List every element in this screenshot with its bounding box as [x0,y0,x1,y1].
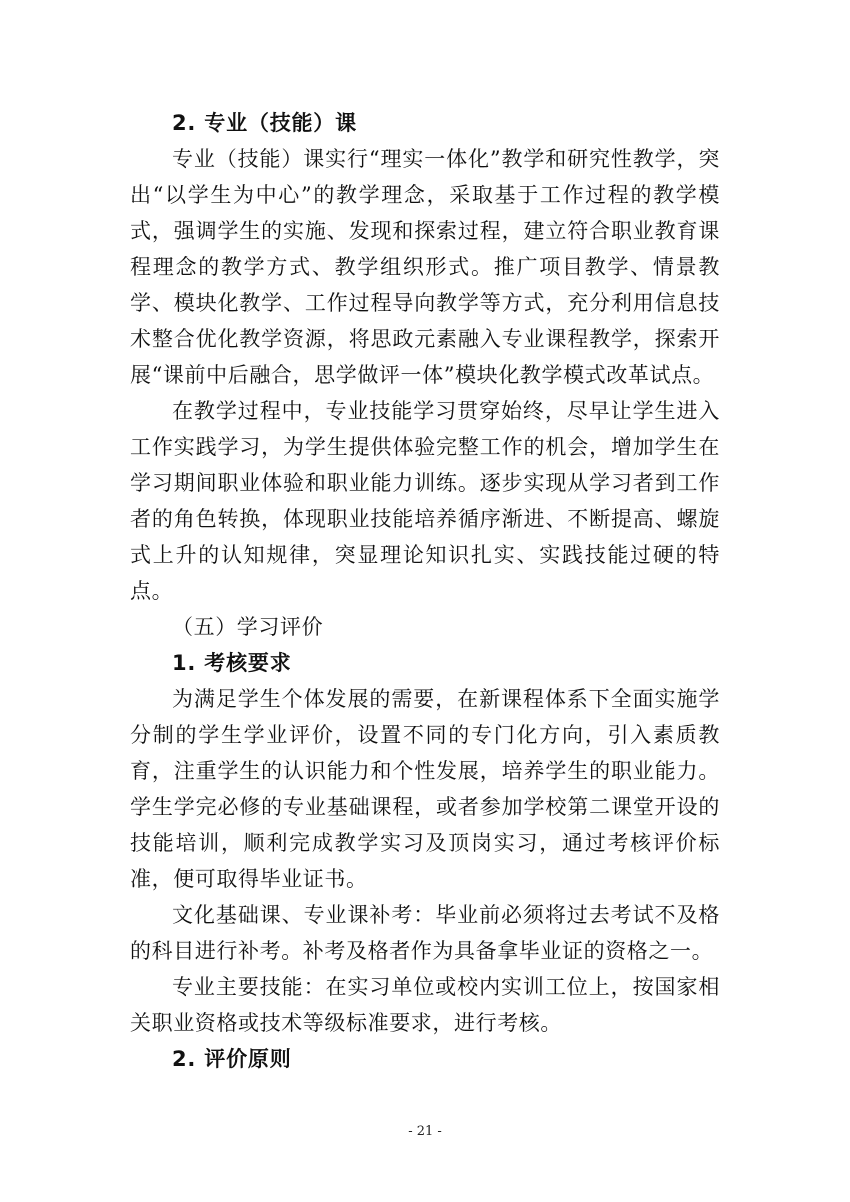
paragraph-makeup-exam: 文化基础课、专业课补考：毕业前必须将过去考试不及格的科目进行补考。补考及格者作为具备拿毕业证的资格之一。 [130,903,720,963]
paragraph-credit-system: 为满足学生个体发展的需要，在新课程体系下全面实施学分制的学生学业评价，设置不同的专门化方向，引入素质教育，注重学生的认识能力和个性发展，培养学生的职业能力。学生学完必修的专业基础课程，或者参加学校第二课堂开设的技能培训，顺利完成教学实习及顶岗实习，通过考核评价标准，便可取得毕业证书。 [130,687,720,891]
section-title-learning-evaluation: （五）学习评价 [172,615,324,639]
section-heading-evaluation-principles: 2. 评价原则 [172,1047,292,1071]
paragraph-teaching-process: 在教学过程中，专业技能学习贯穿始终，尽早让学生进入工作实践学习，为学生提供体验完整工作的机会，增加学生在学习期间职业体验和职业能力训练。逐步实现从学习者到工作者的角色转换，体现职业技能培养循序渐进、不断提高、螺旋式上升的认知规律，突显理论知识扎实、实践技能过硬的特点。 [130,399,720,603]
paragraph-teaching-method: 专业（技能）课实行“理实一体化”教学和研究性教学，突出“以学生为中心”的教学理念，采取基于工作过程的教学模式，强调学生的实施、发现和探索过程，建立符合职业教育课程理念的教学方式、教学组织形式。推广项目教学、情景教学、模块化教学、工作过程导向教学等方式，充分利用信息技术整合优化教学资源，将思政元素融入专业课程教学，探索开展“课前中后融合，思学做评一体”模块化教学模式改革试点。 [130,147,720,387]
page-number: - 21 - [408,1124,442,1139]
document-body [130,105,720,1077]
paragraph-main-skills: 专业主要技能：在实习单位或校内实训工位上，按国家相关职业资格或技术等级标准要求，进行考核。 [130,975,720,1035]
section-heading-assessment-requirements: 1. 考核要求 [172,651,292,675]
section-heading-professional-course: 2. 专业（技能）课 [172,111,357,135]
